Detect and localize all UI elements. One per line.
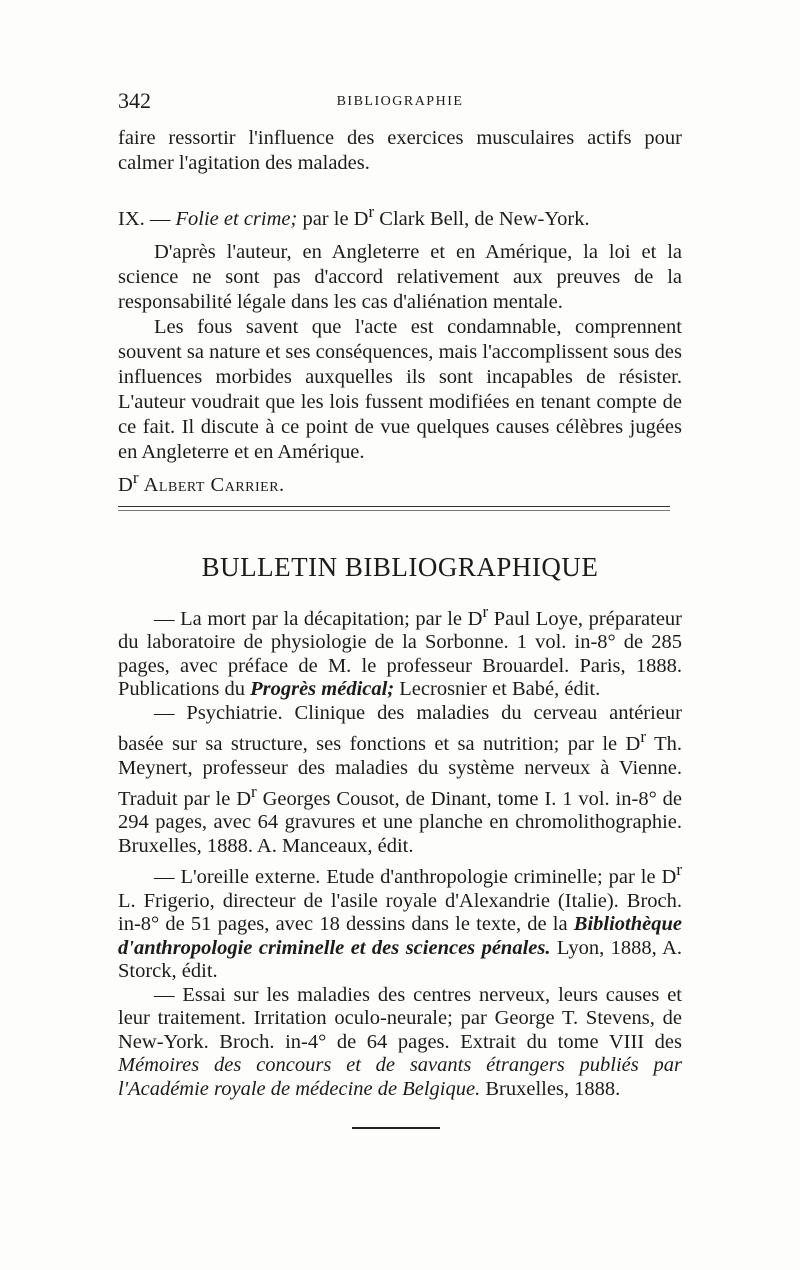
entry-1-text-a: — La mort par la décapitation; par le D bbox=[154, 607, 483, 630]
entry-2-sup-2: r bbox=[251, 782, 257, 802]
entry-1-italic: Progrès médical; bbox=[250, 678, 395, 701]
signature-prefix: D bbox=[118, 473, 133, 496]
review-heading bbox=[118, 199, 682, 232]
entry-3-text-c: Lyon, 1888, A. Storck, édit. bbox=[118, 936, 682, 983]
entry-4-text-a: — Essai sur les maladies des centres nerveux, leurs causes et leur traitement. Irritation oculo-neurale; par George T. Stevens, de New-York. Broch. in-4° de 64 pages. Extrait du tome VIII des bbox=[118, 983, 682, 1053]
entry-2-text-c: Georges Cousot, de Dinant, tome I. 1 vol. in-8° de 294 pages, avec 64 gravures et une planche en chromolithographie. Bruxelles, 1888. A. Manceaux, édit. bbox=[118, 787, 682, 857]
entry-1-sup: r bbox=[482, 602, 489, 621]
entry-1-text-c: Lecrosnier et Babé, édit. bbox=[394, 678, 601, 701]
page-number: 342 bbox=[118, 88, 151, 113]
entry-4-italic: Mémoires des concours et de savants étrangers publiés par l'Académie royale de médecine de Belgique. bbox=[118, 1054, 682, 1100]
bulletin-entry-3 bbox=[118, 858, 682, 983]
bulletin-entry-4 bbox=[118, 984, 682, 1102]
continuation-paragraph: faire ressortir l'influence des exercices musculaires actifs pour calmer l'agitation des malades. bbox=[118, 127, 682, 174]
page-header bbox=[118, 88, 682, 114]
entry-3-text-b: L. Frigerio, directeur de l'asile royale d'Alexandrie (Italie). Broch. in-8° de 51 pages, avec 18 dessins dans le texte, de la bbox=[118, 889, 682, 936]
review-section bbox=[118, 126, 682, 498]
bulletin-entries bbox=[118, 600, 682, 1101]
signature-name: Albert Carrier. bbox=[143, 473, 285, 496]
review-heading-number: IX. — bbox=[118, 207, 171, 230]
end-rule bbox=[352, 1127, 440, 1129]
review-paragraph-1: D'après l'auteur, en Angleterre et en Amérique, la loi et la science ne sont pas d'accord relativement aux preuves de la responsabilité légale dans les cas d'aliénation mentale. bbox=[118, 240, 682, 313]
section-divider bbox=[118, 506, 670, 511]
entry-3-italic: Bibliothèque d'anthropologie criminelle et des sciences pénales. bbox=[118, 913, 682, 959]
review-heading-title: Folie et crime; bbox=[175, 207, 298, 230]
review-paragraph-2: Les fous savent que l'acte est condamnable, comprennent souvent sa nature et ses conséquences, mais l'accomplissent sous des influences morbides auxquelles ils sont incapables de résister. L'auteur voudrait que les lois fussent modifiées en tenant compte de ce fait. Il discute à ce point de vue quelques causes célèbres jugées en Angleterre et en Amérique. bbox=[118, 315, 682, 463]
entry-2-text-b: Th. Meynert, professeur des maladies du système nerveux à Vienne. Traduit par le D bbox=[118, 733, 682, 810]
review-signature bbox=[118, 465, 682, 498]
bulletin-entry-1 bbox=[118, 600, 682, 702]
bulletin-title: BULLETIN BIBLIOGRAPHIQUE bbox=[201, 552, 599, 582]
entry-1-text-b: Paul Loye, préparateur du laboratoire de physiologie de la Sorbonne. 1 vol. in-8° de 285 pages, avec préface de M. le professeur Brouardel. Paris, 1888. Publications du bbox=[118, 607, 682, 701]
entry-2-text-a: — Psychiatrie. Clinique des maladies du cerveau antérieur basée sur sa structure, ses fonctions et sa nutrition; par le D bbox=[118, 701, 682, 756]
review-heading-by: par le D bbox=[297, 207, 369, 230]
entry-3-sup: r bbox=[676, 860, 682, 880]
signature-sup: r bbox=[132, 467, 139, 487]
bulletin-entry-2 bbox=[118, 702, 682, 859]
running-title: BIBLIOGRAPHIE bbox=[336, 94, 464, 109]
entry-2-sup-1: r bbox=[640, 727, 647, 747]
review-heading-author: Clark Bell, de New-York. bbox=[374, 207, 590, 230]
entry-4-text-c: Bruxelles, 1888. bbox=[480, 1077, 621, 1100]
entry-3-text-a: — L'oreille externe. Etude d'anthropologie criminelle; par le D bbox=[154, 866, 677, 889]
review-heading-sup: r bbox=[368, 202, 375, 221]
